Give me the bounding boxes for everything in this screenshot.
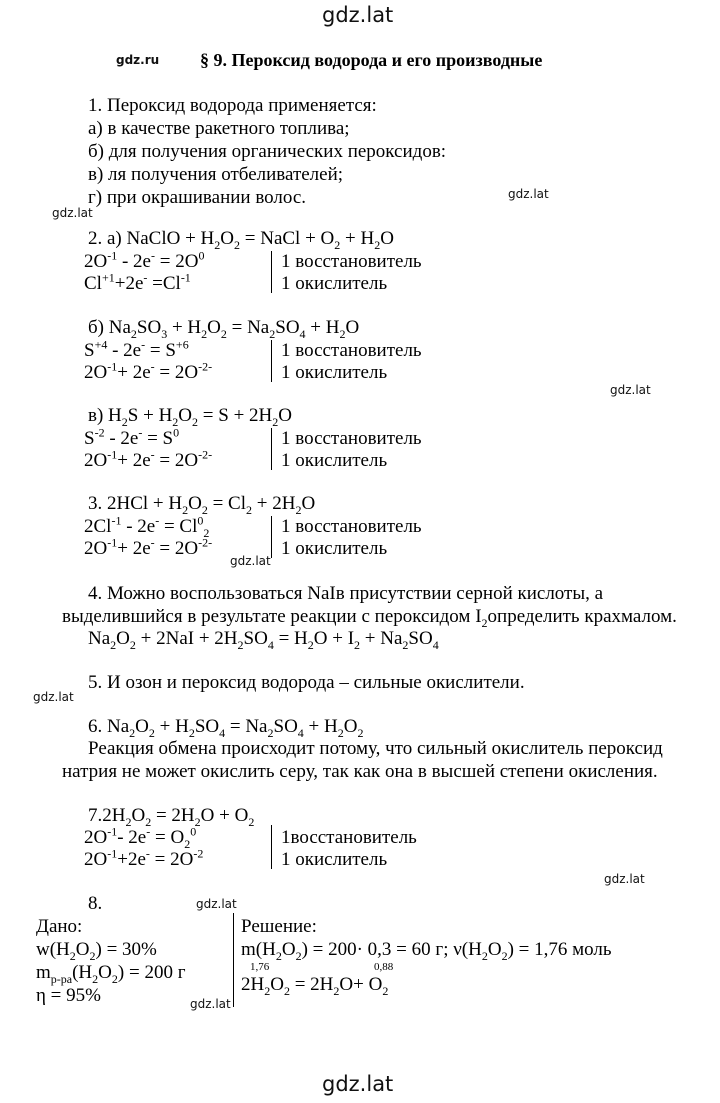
- watermark-bottom: gdz.lat: [322, 1072, 394, 1096]
- q2v-half-1: $S^{-2} - 2e^- = S^0$: [84, 425, 180, 449]
- q2a-half-1: $2O^{-1} - 2e^- = 2O^0$: [84, 248, 205, 272]
- q1-item-b: б) для получения органических пероксидов:: [88, 141, 447, 162]
- q1-item-a: а) в качестве ракетного топлива;: [88, 118, 350, 139]
- watermark: gdz.lat: [604, 872, 645, 886]
- role-reductant: 1 восстановитель: [281, 251, 422, 272]
- q6-equation: 6. $Na_2O_2 + H_2SO_4 = Na_2SO_4 + H_2O_2$: [88, 716, 364, 740]
- role-reductant: 1 восстановитель: [281, 428, 422, 449]
- q8-given-w: $w(H_2O_2) = 30\%$: [36, 939, 157, 963]
- divider: [271, 825, 272, 869]
- q6-line-1: Реакция обмена происходит потому, что сильный окислитель пероксид: [88, 738, 663, 759]
- divider: [271, 251, 272, 293]
- q2b-equation: б) $Na_2SO_3 + H_2O_2 = Na_2SO_4 + H_2O$: [88, 317, 360, 341]
- role-oxidant: 1 окислитель: [281, 538, 388, 559]
- role-reductant: 1 восстановитель: [281, 340, 422, 361]
- q5-text: 5. И озон и пероксид водорода – сильные окислители.: [88, 672, 525, 693]
- divider: [271, 428, 272, 470]
- q8-given-label: Дано:: [36, 916, 83, 937]
- watermark-top: gdz.lat: [322, 3, 394, 27]
- role-oxidant: 1 окислитель: [281, 849, 388, 870]
- q3-half-1: $2Cl^{-1} - 2e^- = Cl^0_2$: [84, 513, 210, 540]
- q4-line-2: выделившийся в результате реакции с пероксидом $I_2определить$ крахмалом.: [62, 606, 677, 630]
- divider: [271, 340, 272, 382]
- q7-half-1: $2O^{-1}-$ $2e^- = O_2^0$: [84, 824, 197, 851]
- page-title: § 9. Пероксид водорода и его производные: [200, 50, 543, 70]
- watermark: gdz.lat: [190, 997, 231, 1011]
- watermark: gdz.lat: [610, 383, 651, 397]
- watermark: gdz.lat: [33, 690, 74, 704]
- q2a-half-2: $Cl^{+1}+2e^- =Cl^{-1}$: [84, 270, 191, 294]
- q3-equation: 3. $2HCl + H_2O_2 = Cl_2 + 2H_2O$: [88, 493, 316, 517]
- role-oxidant: 1 окислитель: [281, 273, 388, 294]
- q7-equation: $7.2H_2O_2 = 2H_2O + O_2$: [88, 805, 255, 829]
- watermark: gdz.lat: [52, 206, 93, 220]
- divider: [233, 913, 234, 1007]
- q6-line-2: натрия не может окислить серу, так как она в высшей степени окисления.: [62, 761, 658, 782]
- q7-half-2: $2O^{-1}+2e^- = 2O^{-2}$: [84, 846, 204, 870]
- q1-intro: 1. Пероксид водорода применяется:: [88, 95, 377, 116]
- q2v-equation: в) $H_2S + H_2O_2 = S + 2H_2O$: [88, 405, 292, 429]
- role-oxidant: 1 окислитель: [281, 362, 388, 383]
- watermark-gdz-ru: gdz.ru: [116, 53, 160, 67]
- q8-solution-line-1: $m(H_2O_2) = 200\cdot 0,3 = 60$ г; $\nu(H_2O_2) = 1,76$ моль: [241, 939, 612, 963]
- watermark: gdz.lat: [230, 554, 271, 568]
- q8-number: 8.: [88, 893, 103, 914]
- q2b-half-1: $S^{+4} - 2e^- = S^{+6}$: [84, 337, 189, 361]
- q2b-half-2: $2O^{-1}+ 2e^- = 2O^{-2-}$: [84, 359, 213, 383]
- role-reductant: 1 восстановитель: [281, 516, 422, 537]
- q8-given-m: $m_{р-ра}(H_2O_2) = 200$ г: [36, 962, 186, 986]
- q8-mole-above-2: 0,88: [374, 961, 394, 973]
- q2v-half-2: $2O^{-1}+ 2e^- = 2O^{-2-}$: [84, 447, 213, 471]
- q2a-equation: 2. а) NaClO + $H_2O_2$ = NaCl + $O_2 + H_2O$: [88, 228, 394, 252]
- watermark: gdz.lat: [196, 897, 237, 911]
- q8-solution-equation: $2H_2O_2 = 2H_2O+ O_2$: [241, 974, 389, 998]
- q4-line-1: 4. Можно воспользоваться NaIв присутствии серной кислоты, а: [88, 583, 604, 604]
- q3-half-2: $2O^{-1}+ 2e^- = 2O^{-2-}$: [84, 535, 213, 559]
- q1-item-g: г) при окрашивании волос.: [88, 187, 307, 208]
- role-reductant: 1восстановитель: [281, 827, 417, 848]
- watermark: gdz.lat: [508, 187, 549, 201]
- q8-solution-label: Решение:: [241, 916, 317, 937]
- q4-equation: $Na_2O_2 + 2NaI + 2H_2SO_4 = H_2O + I_2 + Na_2SO_4$: [88, 628, 439, 652]
- role-oxidant: 1 окислитель: [281, 450, 388, 471]
- q8-given-eta: η = 95%: [36, 985, 101, 1006]
- q1-item-v: в) ля получения отбеливателей;: [88, 164, 344, 185]
- divider: [271, 516, 272, 558]
- q8-mole-above-1: 1,76: [250, 961, 270, 973]
